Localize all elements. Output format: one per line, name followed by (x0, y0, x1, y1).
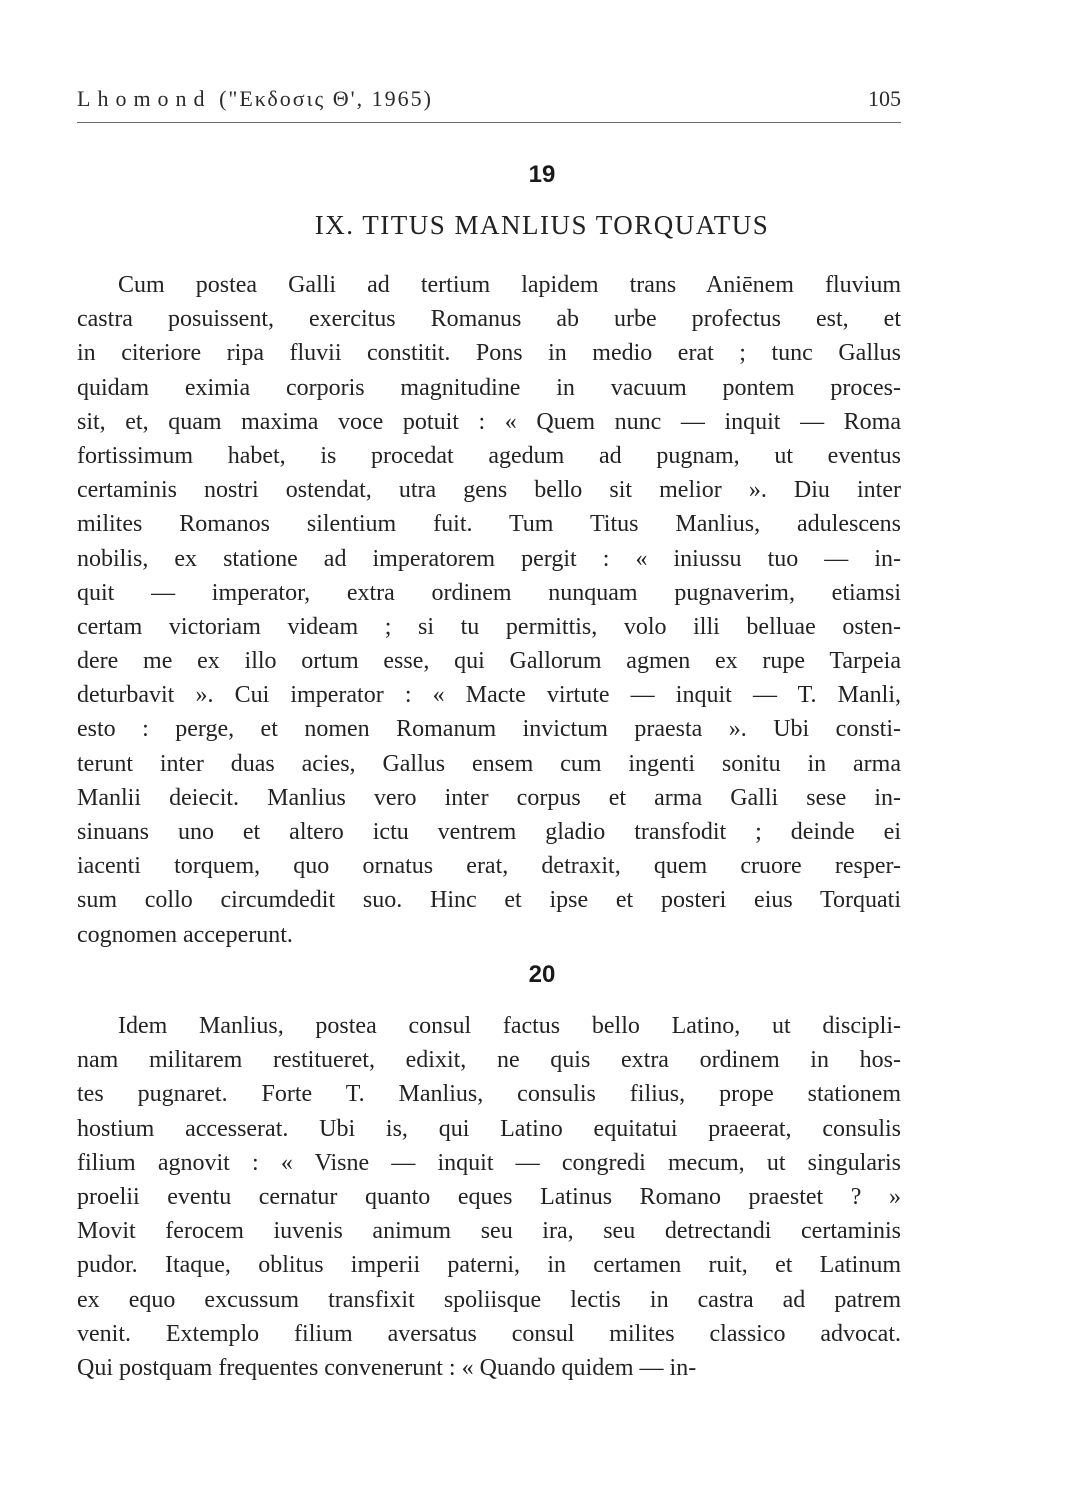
text-line: esto : perge, et nomen Romanum invictum praesta ». Ubi consti- (77, 716, 901, 743)
text-line: certam victoriam videam ; si tu permittis, volo illi belluae osten- (77, 613, 901, 640)
text-line: in citeriore ripa fluvii constitit. Pons in medio erat ; tunc Gallus (77, 340, 901, 367)
section-number-20: 20 (528, 961, 556, 988)
text-line: iacenti torquem, quo ornatus erat, detraxit, quem cruore resper- (77, 853, 901, 880)
text-line: Idem Manlius, postea consul factus bello Latino, ut discipli- (118, 1013, 901, 1039)
text-line: sit, et, quam maxima voce potuit : « Quem nunc — inquit — Roma (77, 408, 901, 435)
edition-info: ("Εκδοσις Θ', 1965) (219, 86, 433, 111)
text-line: Movit ferocem iuvenis animum seu ira, seu detrectandi certaminis (77, 1218, 901, 1245)
section-20-text (77, 1009, 901, 1385)
text-line: tes pugnaret. Forte T. Manlius, consulis filius, prope stationem (77, 1081, 901, 1108)
text-line: terunt inter duas acies, Gallus ensem cum ingenti sonitu in arma (77, 750, 901, 777)
text-line: hostium accesserat. Ubi is, qui Latino equitatui praeerat, consulis (77, 1115, 901, 1142)
text-line: quidam eximia corporis magnitudine in vacuum pontem proces- (77, 374, 901, 401)
text-line: sum collo circumdedit suo. Hinc et ipse et posteri eius Torquati (77, 887, 901, 914)
author-name: Lhomond (77, 86, 212, 111)
text-line: certaminis nostri ostendat, utra gens bello sit melior ». Diu inter (77, 477, 901, 504)
text-line: quit — imperator, extra ordinem nunquam pugnaverim, etiamsi (77, 579, 901, 606)
text-line: nobilis, ex statione ad imperatorem pergit : « iniussu tuo — in- (77, 545, 901, 572)
text-line: Manlii deiecit. Manlius vero inter corpus et arma Galli sese in- (77, 784, 901, 811)
text-line: filium agnovit : « Visne — inquit — congredi mecum, ut singularis (77, 1149, 901, 1176)
section-19-text (77, 268, 901, 952)
chapter-title: IX. TITUS MANLIUS TORQUATUS (314, 210, 770, 240)
text-line: milites Romanos silentium fuit. Tum Titus Manlius, adulescens (77, 511, 901, 538)
page-number: 105 (868, 86, 901, 111)
text-line: proelii eventu cernatur quanto eques Latinus Romano praestet ? » (77, 1183, 901, 1210)
text-line: Qui postquam frequentes convenerunt : « Quando quidem — in- (77, 1354, 697, 1381)
header-rule (77, 122, 901, 123)
text-line: dere me ex illo ortum esse, qui Gallorum agmen ex rupe Tarpeia (77, 648, 901, 675)
text-line: sinuans uno et altero ictu ventrem gladio transfodit ; deinde ei (77, 819, 901, 845)
text-line: pudor. Itaque, oblitus imperii paterni, in certamen ruit, et Latinum (77, 1252, 901, 1279)
text-line: deturbavit ». Cui imperator : « Macte virtute — inquit — T. Manli, (77, 682, 901, 709)
text-line: nam militarem restitueret, edixit, ne quis extra ordinem in hos- (77, 1047, 901, 1074)
text-line: venit. Extemplo filium aversatus consul milites classico advocat. (77, 1320, 901, 1347)
text-line: castra posuissent, exercitus Romanus ab urbe profectus est, et (77, 306, 901, 333)
text-line: Cum postea Galli ad tertium lapidem trans Aniēnem fluvium (118, 272, 901, 298)
text-line: cognomen acceperunt. (77, 921, 293, 948)
text-line: fortissimum habet, is procedat agedum ad pugnam, ut eventus (77, 442, 901, 469)
text-line: ex equo excussum transfixit spoliisque lectis in castra ad patrem (77, 1286, 901, 1313)
running-header (77, 86, 901, 112)
running-header-left (77, 86, 433, 112)
section-number-19: 19 (528, 161, 556, 188)
